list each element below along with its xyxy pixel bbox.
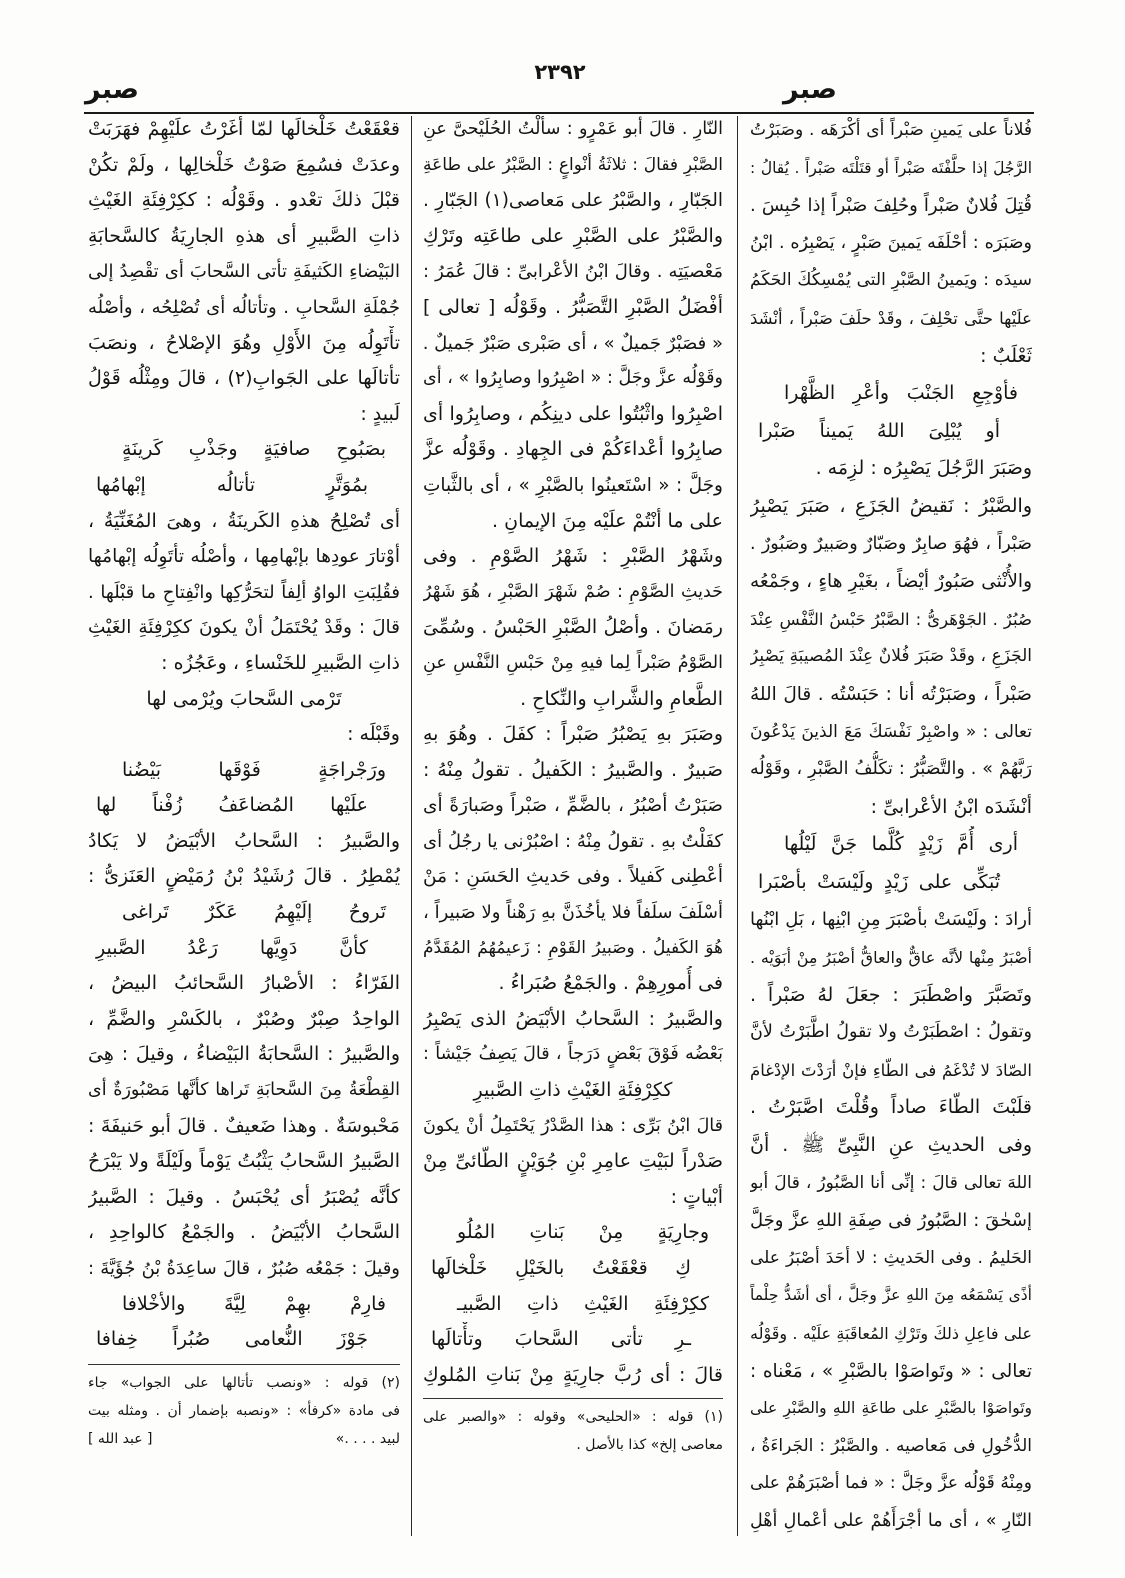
line-text: وجَلَّ : « اسْتَعينُوا بالصَّبْرِ » ، أى بالثَّباتِ — [423, 474, 723, 496]
line-text: أسْلَفَ سلَفاً فلا يأخُذَنَّ بهِ رَهْناً ولا صَبيراً ، — [423, 902, 723, 924]
text-line — [750, 563, 1032, 601]
column-divider — [411, 116, 412, 1536]
line-text: السَّحابُ الأبْيَضُ . والجَمْعُ كالواحِدِ ، — [88, 1221, 400, 1244]
verse-text: كِ قعْقَعْتُ بالخَيْلِ خَلْخالَها — [431, 1257, 691, 1279]
line-text: صابِرُوا أعْداءَكُمْ فى الجِهادِ . وقَوْلُه عزَّ — [423, 438, 723, 461]
footnote-line — [88, 1369, 400, 1397]
text-line — [750, 1165, 1032, 1203]
column-divider — [737, 116, 738, 1536]
text-line — [88, 1073, 400, 1109]
text-line — [423, 254, 723, 290]
text-line — [750, 1127, 1032, 1165]
footnote-signature: [ عبد الله ] — [88, 1431, 153, 1447]
line-text: الصّادَ لا تُدْغَمُ فى الطّاءِ فإنْ أرَدْتَ الإدْغامَ — [750, 1060, 1032, 1080]
text-line — [88, 504, 400, 540]
text-line — [88, 361, 400, 397]
text-line — [423, 468, 723, 504]
line-text: صُبُرٌ . الجَوْهَرىُّ : الصَّبْرُ حَبْسُ النَّفْسِ عِنْدَ — [750, 609, 1032, 629]
text-line — [750, 901, 1032, 939]
footnote-line — [423, 1403, 723, 1431]
text-line — [423, 148, 723, 184]
line-text: النّارِ . قالَ أبو عَمْرٍو : سألْتُ الحُلَيْحىَّ عنِ — [423, 119, 723, 139]
text-line — [423, 1002, 723, 1038]
line-text: والصَّبيرُ : السَّحابُ الأبْيَضُ لا يَكادُ — [88, 829, 400, 852]
text-line — [750, 262, 1032, 300]
line-text: وصَبَرَ الرَّجُلَ يَصْبِرُه : لزِمَه . — [815, 457, 1032, 480]
line-text: جُمْلَةِ السَّحابِ . وتأتالُه أى تُصْلِحُه ، وأصْلُه — [88, 296, 400, 318]
line-text: قالَ ابْنُ بَرِّى : هذا الصَّدْرُ يَحْتَمِلُ أنْ يكونَ — [423, 1115, 723, 1136]
text-line — [750, 150, 1032, 188]
text-line — [750, 977, 1032, 1015]
text-line — [88, 1002, 400, 1038]
line-text: قعْقَعْتُ خَلْخالَها لمّا أغَرْتُ علَيْهِمْ فهَرَبَتْ — [88, 118, 400, 140]
verse-text: فارِمْ بهِمْ لِيَّةَ والأخْلافا — [122, 1292, 386, 1315]
line-text: قالَ : وقَدْ يُحْتَمَلُ أنْ يكونَ ككِرْفِئَةِ الغَيْثِ — [88, 617, 400, 639]
text-line — [88, 112, 400, 148]
text-line — [750, 187, 1032, 225]
text-line — [750, 338, 1032, 376]
text-line — [423, 859, 723, 895]
line-text: وتقولُ : اصْطَبَرْتُ ولا تقولُ اطَّبَرْتُ لأنَّ — [750, 1022, 1032, 1043]
line-text: وصَبَرَه : أحْلَفَه يَمينَ صَبْرٍ ، يَصْبِرُه . ابْنُ — [750, 232, 1032, 253]
verse-line — [423, 1322, 723, 1358]
column-lines — [88, 112, 400, 1358]
footnote-text: فى مادة «كرفأ» : «ونصبه بإضمار أن . ومثله بيت — [88, 1403, 400, 1419]
header-headword-left: صبر — [85, 74, 139, 105]
line-text: على ما أنْتُمْ علَيْه مِنَ الإيمانِ . — [492, 509, 723, 532]
verse-text: ككِرْفِئَةِ الغَيْثِ ذاتِ الصَّبيـ — [457, 1292, 709, 1315]
verse-line — [88, 468, 400, 504]
footnotes — [423, 1398, 723, 1459]
text-line — [750, 1052, 1032, 1090]
line-text: مَعْصيَتِه . وقالَ ابْنُ الأعْرابىِّ : قالَ عُمَرُ : — [423, 261, 723, 283]
verse-text: تَروحُ إلَيْهِمُ عَكَرٌ تَراغى — [122, 901, 386, 924]
column-lines — [750, 112, 1032, 1541]
text-line — [750, 526, 1032, 564]
text-line — [750, 601, 1032, 639]
text-line — [750, 751, 1032, 789]
line-text: الصَّبيرُ السَّحابُ يَثْبُتُ يَوْماً ولَيْلَةً ولا يَبْرَحُ — [88, 1150, 400, 1173]
text-line — [88, 966, 400, 1002]
line-text: أعْطِنى كَفيلاً . وفى حَديثِ الحَسَنِ : مَنْ — [423, 866, 723, 888]
text-line — [750, 1428, 1032, 1466]
line-text: ومِنْهُ قَوْلُه عزَّ وجَلَّ : « فما أصْبَرَهُمْ على — [750, 1473, 1032, 1494]
line-text: ثَعْلَبٌ : — [980, 344, 1032, 367]
footnote-text: معاصى إلخ» كذا بالأصل . — [576, 1437, 723, 1453]
text-line — [750, 1240, 1032, 1278]
page-number: ٢٣٩٢ — [534, 60, 586, 84]
verse-text: ككِرْفِئَةِ الغَيْثِ ذاتِ الصَّبيرِ — [473, 1079, 673, 1102]
line-text: فى أُمورِهِمْ . والجَمْعُ صُبَراءُ . — [498, 972, 723, 995]
line-text: النّارِ » ، أى ما أجْرَأَهُمْ على أعْمالِ أهْلِ — [750, 1510, 1032, 1531]
line-text: أفْضَلُ الصَّبْرِ التَّصَبُّرُ . وقَوْلُه [ تعالى ] — [423, 295, 723, 318]
line-text: يُمْطِرُ . قالَ رُشَيْدُ بْنُ رُمَيْضٍ العَنَزىُّ : — [88, 865, 400, 888]
line-text: البَيْضاءِ الكَثيفَةِ تأتى السَّحابَ أى تقْصِدُ إلى — [88, 261, 400, 283]
text-column-left — [88, 112, 400, 1447]
line-text: قلَبْتَ الطّاءَ صاداً وقُلْتَ اصَّبَرْتُ . — [750, 1096, 1032, 1119]
text-line — [88, 219, 400, 255]
verse-line — [423, 1287, 723, 1323]
verse-text: علَيْها المُضاعَفُ زُفْناً لها — [96, 794, 368, 817]
text-line — [423, 610, 723, 646]
line-text: أذًى يَسْمَعُه مِنَ اللهِ عزَّ وجَلَّ ، أى أشَدُّ حِلْماً — [750, 1286, 1032, 1305]
line-text: وتَصَبَّرَ واصْطَبَرَ : جعَلَ لهُ صَبْراً . — [750, 983, 1032, 1006]
text-line — [423, 1109, 723, 1145]
text-line — [423, 575, 723, 611]
line-text: الفَرّاءُ : الأصْبارُ السَّحائبُ البيضُ ، — [88, 972, 400, 995]
line-text: وتَواصَوْا بالصَّبْرِ على طاعَةِ اللهِ والصَّبْرِ على — [750, 1399, 1032, 1418]
line-text: قالَ : أى رُبَّ جارِيَةٍ مِنْ بَناتِ المُلوكِ — [423, 1363, 723, 1386]
text-line — [88, 646, 400, 682]
line-text: والصَّبيرُ : السَّحابُ الأبْيَضُ الذى يَصْبِرُ — [423, 1007, 723, 1030]
footnote-text: لبيد . . . .» — [335, 1431, 400, 1447]
text-line — [750, 1503, 1032, 1541]
verse-text: جَوْزَ النُّعامى صُبُراً خِفافا — [96, 1328, 368, 1351]
line-text: والصَّبْرُ : نَقيضُ الجَزَعِ ، صَبَرَ يَصْبِرُ — [750, 494, 1032, 517]
line-text: والأُنْثى صَبُورٌ أيْضاً ، بغَيْرِ هاءٍ ، وجَمْعُه — [750, 571, 1032, 593]
line-text: مَحْبوسَةٌ . وهذا ضَعيفٌ . قالَ أبو حَنيفَةَ : — [88, 1114, 400, 1137]
verse-line — [88, 788, 400, 824]
line-text: أوْتارَ عودِها بإبْهامِها ، وأصْلُه تأتَوِلُه إبْهامُها — [88, 546, 400, 568]
verse-text: أو يُبْلِىَ اللهُ يَميناً صَبْرا — [758, 419, 1000, 442]
text-line — [423, 183, 723, 219]
text-line — [88, 1215, 400, 1251]
line-text: كفَلْتُ بهِ . تقولُ مِنْهُ : اصْبُرْنى يا رجُلُ أى — [423, 830, 723, 852]
text-line — [423, 682, 723, 718]
line-text: الواحِدُ صِبْرٌ وصُبْرٌ ، بالكَسْرِ والضَّمِّ ، — [88, 1007, 400, 1030]
line-text: سيدَه : ويَمينُ الصَّبْرِ التى يُمْسِكُكَ الحَكَمُ — [750, 270, 1032, 291]
text-line — [423, 1037, 723, 1073]
line-text: تعالى : « واصْبِرْ نَفْسَكَ مَعَ الذينَ يَدْعُونَ — [750, 721, 1032, 742]
line-text: تأْتَوِلُه مِنَ الأَوْلِ وهُوَ الإصْلاحُ ، ونصَبَ — [88, 331, 400, 354]
verse-text: وجارِيَةٍ مِنْ بَناتِ المُلُو — [457, 1221, 709, 1244]
line-text: رَبَّهُمْ » . والتَّصَبُّرُ : تكَلُّفُ الصَّبْرِ ، وقَوْلُه — [750, 759, 1032, 780]
line-text: « فصَبْرٌ جَميلٌ » ، أى صَبْرى صَبْرٌ جَميلٌ . — [423, 332, 723, 354]
verse-line — [88, 432, 400, 468]
text-line — [88, 1037, 400, 1073]
verse-line — [423, 1251, 723, 1287]
line-text: وفى الحديثِ عنِ النَّبِىِّ ﷺ . أنَّ — [750, 1134, 1032, 1157]
line-text: القِطْعَةُ مِنَ السَّحابَةِ تَراها كأنَّها مَصْبُورَةٌ أى — [88, 1080, 400, 1101]
verse-line — [423, 1215, 723, 1251]
text-line — [750, 1353, 1032, 1391]
text-line — [88, 1180, 400, 1216]
line-text: فُلاناً على يَمينِ صَبْراً أى أكْرَهَه . وصَبَرْتُ — [750, 120, 1032, 140]
line-text: وقيلَ : جَمْعُه صُبُرٌ ، قالَ ساعِدَةُ بْنُ جُؤَيَّةَ : — [88, 1258, 400, 1279]
verse-text: أرى أُمَّ زَيْدٍ كُلَّما جَنَّ لَيْلُها — [784, 833, 1018, 856]
footnotes — [88, 1364, 400, 1453]
text-line — [423, 326, 723, 362]
text-line — [750, 112, 1032, 150]
text-line — [750, 1315, 1032, 1353]
text-line — [423, 931, 723, 967]
line-text: الدُّخُولِ فى مَعاصيه . والصَّبْرُ : الجَراءَةُ ، — [750, 1435, 1032, 1456]
verse-text: بمُوَتَّرٍ تأتالُه إبْهامُها — [96, 473, 368, 496]
text-line — [423, 824, 723, 860]
footnote-line — [423, 1431, 723, 1459]
verse-text: فأوْجِعِ الجَنْبَ وأعْرِ الظَّهْرا — [784, 382, 1018, 405]
text-line — [750, 1089, 1032, 1127]
line-text: قبْلَ ذلكَ تعْدو . وقَوْلُه : ككِرْفِئَةِ الغَيْثِ — [88, 189, 400, 212]
text-line — [423, 895, 723, 931]
text-line — [423, 112, 723, 148]
verse-line — [750, 826, 1032, 864]
text-line — [423, 504, 723, 540]
line-text: صَبْراً ، وصَبَرْتُه أنا : حَبَسْتُه . قالَ اللهُ — [750, 683, 1032, 705]
line-text: تعالى : « وتَواصَوْا بالصَّبْرِ » ، مَعْناه : — [750, 1360, 1032, 1382]
text-line — [88, 148, 400, 184]
text-line — [423, 397, 723, 433]
line-text: تأتالَها على الجَوابِ(٢) ، قالَ ومِثْلُه قَوْلُ — [88, 367, 400, 390]
line-text: لَبيدٍ : — [360, 402, 400, 425]
line-text: صَبيرٌ . والصَّبيرُ : الكَفيلُ . تقولُ مِنْهُ : — [423, 758, 723, 781]
header-headword-right: صبر — [783, 74, 837, 105]
verse-line — [88, 682, 400, 718]
line-text: بَعْضُه فَوْقَ بَعْضٍ دَرَجاً ، قالَ يَصِفُ جَيْشاً : — [423, 1044, 723, 1065]
text-line — [88, 859, 400, 895]
text-line — [750, 714, 1032, 752]
line-text: الحَليمُ . وفى الحَديثِ : لا أحَدَ أصْبَرُ على — [750, 1247, 1032, 1268]
text-line — [750, 789, 1032, 827]
text-line — [88, 1144, 400, 1180]
text-line — [423, 1180, 723, 1216]
line-text: قُتِلَ فُلانٌ صَبْراً وحُلِفَ صَبْراً إذا حُبِسَ . — [750, 195, 1032, 217]
verse-line — [88, 1322, 400, 1358]
text-line — [88, 397, 400, 433]
text-line — [423, 717, 723, 753]
line-text: وقَوْلُه عزَّ وجَلَّ : « اصْبِرُوا وصابِرُوا » ، أى — [423, 368, 723, 389]
text-line — [750, 450, 1032, 488]
line-text: كأنَّه يُصْبَرُ أى يُحْبَسُ . وقيلَ : الصَّبيرُ — [88, 1185, 400, 1208]
line-text: والصَّبيرُ : السَّحابَةُ البَيْضاءُ ، وقيلَ : هِىَ — [88, 1043, 400, 1066]
line-text: صَبْراً ، فهُوَ صابِرٌ وصَبّارٌ وصَبيرٌ وصَبُورٌ . — [750, 533, 1032, 554]
text-line — [750, 939, 1032, 977]
line-text: إسْحٰقَ : الصَّبُورُ فى صِفَةِ اللهِ عزَّ وجَلَّ — [750, 1210, 1032, 1232]
text-line — [423, 539, 723, 575]
text-line — [750, 638, 1032, 676]
verse-line — [750, 864, 1032, 902]
line-text: أنْشَدَه ابْنُ الأعْرابىِّ : — [870, 795, 1032, 818]
footnote-text: (١) قوله : «الحليحى» وقوله : «والصبر على — [423, 1409, 723, 1425]
line-text: وصَبَرَ بهِ يَصْبُرُ صَبْراً : كفَلَ . وهُوَ بهِ — [423, 723, 723, 746]
text-line — [750, 676, 1032, 714]
line-text: والصَّبْرُ على الصَّبْرِ على طاعَتِه وتَرْكِ — [423, 224, 723, 247]
verse-line — [423, 1073, 723, 1109]
text-line — [750, 488, 1032, 526]
text-line — [88, 539, 400, 575]
line-text: الرَّجُلَ إذا حلَّفْتَه صَبْراً أو قتَلْتَه صَبْراً . يُقالُ : — [750, 158, 1032, 177]
text-line — [88, 824, 400, 860]
line-text: الجَبّارِ ، والصَّبْرُ على مَعاصى(١) الجَبّارِ . — [423, 190, 723, 212]
text-line — [423, 1144, 723, 1180]
footnote-text: (٢) قوله : «ونصب تأتالها على الجواب» جاء — [88, 1375, 400, 1391]
line-text: وعدَتْ فسُمِعَ صَوْتُ خَلْخالِها ، ولَمْ تكُنْ — [88, 153, 400, 176]
line-text: علَيْها حتَّى تحْلِفَ ، وقَدْ حلَفَ صَبْراً ، أنْشَدَ — [750, 308, 1032, 328]
footnote-line — [88, 1397, 400, 1425]
line-text: اللهَ تعالى قالَ : إنِّى أنا الصَّبُورُ ، قالَ أبو — [750, 1172, 1032, 1193]
text-line — [423, 753, 723, 789]
verse-line — [88, 1287, 400, 1323]
text-line — [88, 1251, 400, 1287]
line-text: صَبَرْتُ أصْبُرُ ، بالضَّمِّ ، صَبْراً وصَبارَةً أى — [423, 795, 723, 817]
text-line — [88, 183, 400, 219]
line-text: على فاعِلِ ذلكَ وتَرْكِ المُعاقَبَةِ علَيْه . وقَوْلُه — [750, 1324, 1032, 1343]
text-line — [88, 575, 400, 611]
text-line — [750, 300, 1032, 338]
text-line — [750, 1202, 1032, 1240]
text-line — [750, 1014, 1032, 1052]
text-line — [423, 646, 723, 682]
verse-text: بصَبُوحِ صافيَةٍ وجَذْبِ كَرينَةٍ — [122, 438, 386, 461]
line-text: أرادَ : ولَيْسَتْ بأصْبَرَ مِنِ ابْنِها ، بَلِ ابْنُها — [750, 909, 1032, 931]
line-text: وشَهْرُ الصَّبْرِ : شَهْرُ الصَّوْمِ . وفى — [423, 545, 723, 568]
verse-line — [88, 895, 400, 931]
verse-text: ورَجْراجَةٍ فَوْقَها بَيْضُنا — [122, 758, 386, 781]
text-line — [423, 788, 723, 824]
line-text: الجَزَعِ ، وقَدْ صَبَرَ فُلانٌ عِنْدَ المُصيبَةِ يَصْبِرُ — [750, 646, 1032, 667]
line-text: وقَبْلَه : — [347, 723, 400, 746]
text-line — [423, 219, 723, 255]
line-text: حَديثِ الصَّوْمِ : صُمْ شَهْرَ الصَّبْرِ ، هُوَ شَهْرُ — [423, 581, 723, 602]
text-column-right — [750, 112, 1032, 1541]
line-text: صَدْراً لبَيْتِ عامِرِ بْنِ جُوَيْنٍ الطّائىِّ مِنْ — [423, 1150, 723, 1173]
text-line — [88, 717, 400, 753]
line-text: الطَّعامِ والشَّرابِ والنِّكاحِ . — [520, 687, 723, 710]
footnote-line — [88, 1425, 400, 1453]
text-line — [423, 966, 723, 1002]
line-text: أبْياتٍ : — [670, 1185, 723, 1208]
line-text: الصَّوْمُ صَبْراً لِما فيهِ مِنْ حَبْسِ النَّفْسِ عنِ — [423, 652, 723, 673]
verse-line — [750, 375, 1032, 413]
text-line — [750, 225, 1032, 263]
verse-line — [88, 753, 400, 789]
verse-text: ـرِ تأتى السَّحابَ وتأْتالَها — [431, 1328, 691, 1351]
verse-text: تَرْمى السَّحابَ ويُرْمى لها — [146, 687, 342, 710]
verse-text: تُبَكِّى على زَيْدٍ ولَيْسَتْ بأصْبَرا — [758, 870, 1000, 893]
line-text: أى تُصْلِحُ هذهِ الكَرينَةُ ، وهىَ المُغَنِّيَةُ ، — [88, 509, 400, 532]
line-text: اصْبِرُوا واثْبُتُوا على دينِكُم ، وصابِرُوا أى — [423, 402, 723, 425]
text-line — [88, 290, 400, 326]
line-text: هُوَ الكَفيلُ . وصَبيرُ القَوْمِ : زَعيمُهُمُ المُقَدَّمُ — [423, 937, 723, 958]
text-line — [750, 1277, 1032, 1315]
text-line — [88, 1109, 400, 1145]
text-line — [750, 1465, 1032, 1503]
verse-text: كأنَّ دَوِيَّها رَعْدُ الصَّبيرِ — [96, 936, 368, 959]
line-text: فقُلِبَتِ الواوُ ألِفاً لتحَرُّكِها وانْفِتاحِ ما قبْلَها . — [88, 581, 400, 603]
verse-line — [750, 413, 1032, 451]
text-line — [88, 254, 400, 290]
line-text: الصَّبْرِ فقالَ : ثلاثَةُ أنْواعٍ : الصَّبْرُ على طاعَةِ — [423, 154, 723, 175]
text-line — [88, 610, 400, 646]
text-line — [423, 432, 723, 468]
text-line — [88, 326, 400, 362]
text-line — [423, 290, 723, 326]
verse-line — [88, 931, 400, 967]
text-line — [750, 1390, 1032, 1428]
line-text: أصْبَرُ مِنْها لأنَّه عاقٌّ والعاقُّ أصْبَرُ مِنْ أبَوَيْه . — [750, 948, 1032, 968]
text-column-middle — [423, 112, 723, 1453]
line-text: رمَضانَ . وأصْلُ الصَّبْرِ الحَبْسُ . وسُمِّىَ — [423, 616, 723, 639]
column-lines — [423, 112, 723, 1393]
line-text: ذاتِ الصَّبيرِ أى هذهِ الجارِيَةُ كالسَّحابَةِ — [88, 224, 400, 247]
line-text: ذاتِ الصَّبيرِ للخَنْساءِ ، وعَجُزُه : — [161, 651, 400, 674]
text-line — [423, 361, 723, 397]
text-line — [423, 1358, 723, 1394]
